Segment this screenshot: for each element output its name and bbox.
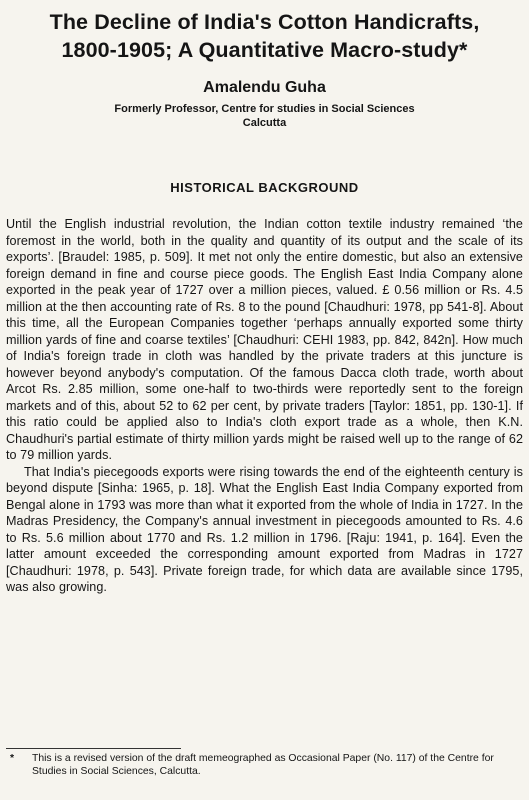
footnote-divider xyxy=(6,748,181,749)
affiliation-line-1: Formerly Professor, Centre for studies in Social Sciences xyxy=(114,103,415,115)
footnote-mark: * xyxy=(10,753,15,764)
section-heading: HISTORICAL BACKGROUND xyxy=(170,180,359,195)
author-affiliation xyxy=(6,102,523,130)
footnote-text: This is a revised version of the draft memeographed as Occasional Paper (No. 117) of the Centre for Studies in Social Sciences, Calcutta. xyxy=(32,753,494,777)
title-line-2: 1800-1905; A Quantitative Macro-study* xyxy=(61,38,468,62)
affiliation-line-2: Calcutta xyxy=(242,117,287,129)
paragraph-2: That India's piecegoods exports were rising towards the end of the eighteenth century is beyond dispute [Sinha: 1965, p. 18]. What the English East India Company exported from Bengal alone in 1793 was more than what it exported from the whole of India in 1727. In the Madras Presidency, the Company's annual investment in piecegoods amounted to Rs. 4.6 to Rs. 5.6 million about 1770 and Rs. 1.2 million in 1796. [Raju: 1941, p. 164]. Even the latter amount exceeded the corresponding amount exported from Madras in 1727 [Chaudhuri: 1978, p. 543]. Private foreign trade, for which data are available since 1795, was also growing. xyxy=(6,464,523,594)
paragraph-1: Until the English industrial revolution, the Indian cotton textile industry remained ‘the foremost in the world, both in the quality and quantity of its output and the scale of its exports’. [Braudel: 1985, p. 509]. It met not only the entire domestic, but also an extensive foreign demand in fine and course piece goods. The English East India Company alone exported in the peak year of 1727 over a million pieces, valued. £ 0.56 million or Rs. 4.5 million at the then accounting rate of Rs. 8 to the pound [Chaudhuri: 1978, pp 541-8]. About this time, all the European Companies together ‘perhaps annually exported some thirty million yards of fine and coarse textiles’ [Chaudhuri: CEHI 1983, pp. 842, 842n]. How much of India's foreign trade in cloth was handled by the private traders at this juncture is however beyond anybody's computation. Of the famous Dacca cloth trade, worth about Arcot Rs. 2.85 million, some one-half to two-thirds were reportedly sent to the foreign markets and of this, about 52 to 62 per cent, by private traders [Taylor: 1851, pp. 130-1]. If this ratio could be applied also to India's cloth export trade as a whole, then K.N. Chaudhuri's partial estimate of thirty million yards might be raised well up to the range of 62 to 79 million yards. xyxy=(6,217,523,462)
article-body xyxy=(6,216,523,596)
article-title xyxy=(6,0,523,64)
title-line-1: The Decline of India's Cotton Handicrafts, xyxy=(49,10,480,34)
author-name: Amalendu Guha xyxy=(203,79,326,96)
footnote xyxy=(10,753,521,778)
